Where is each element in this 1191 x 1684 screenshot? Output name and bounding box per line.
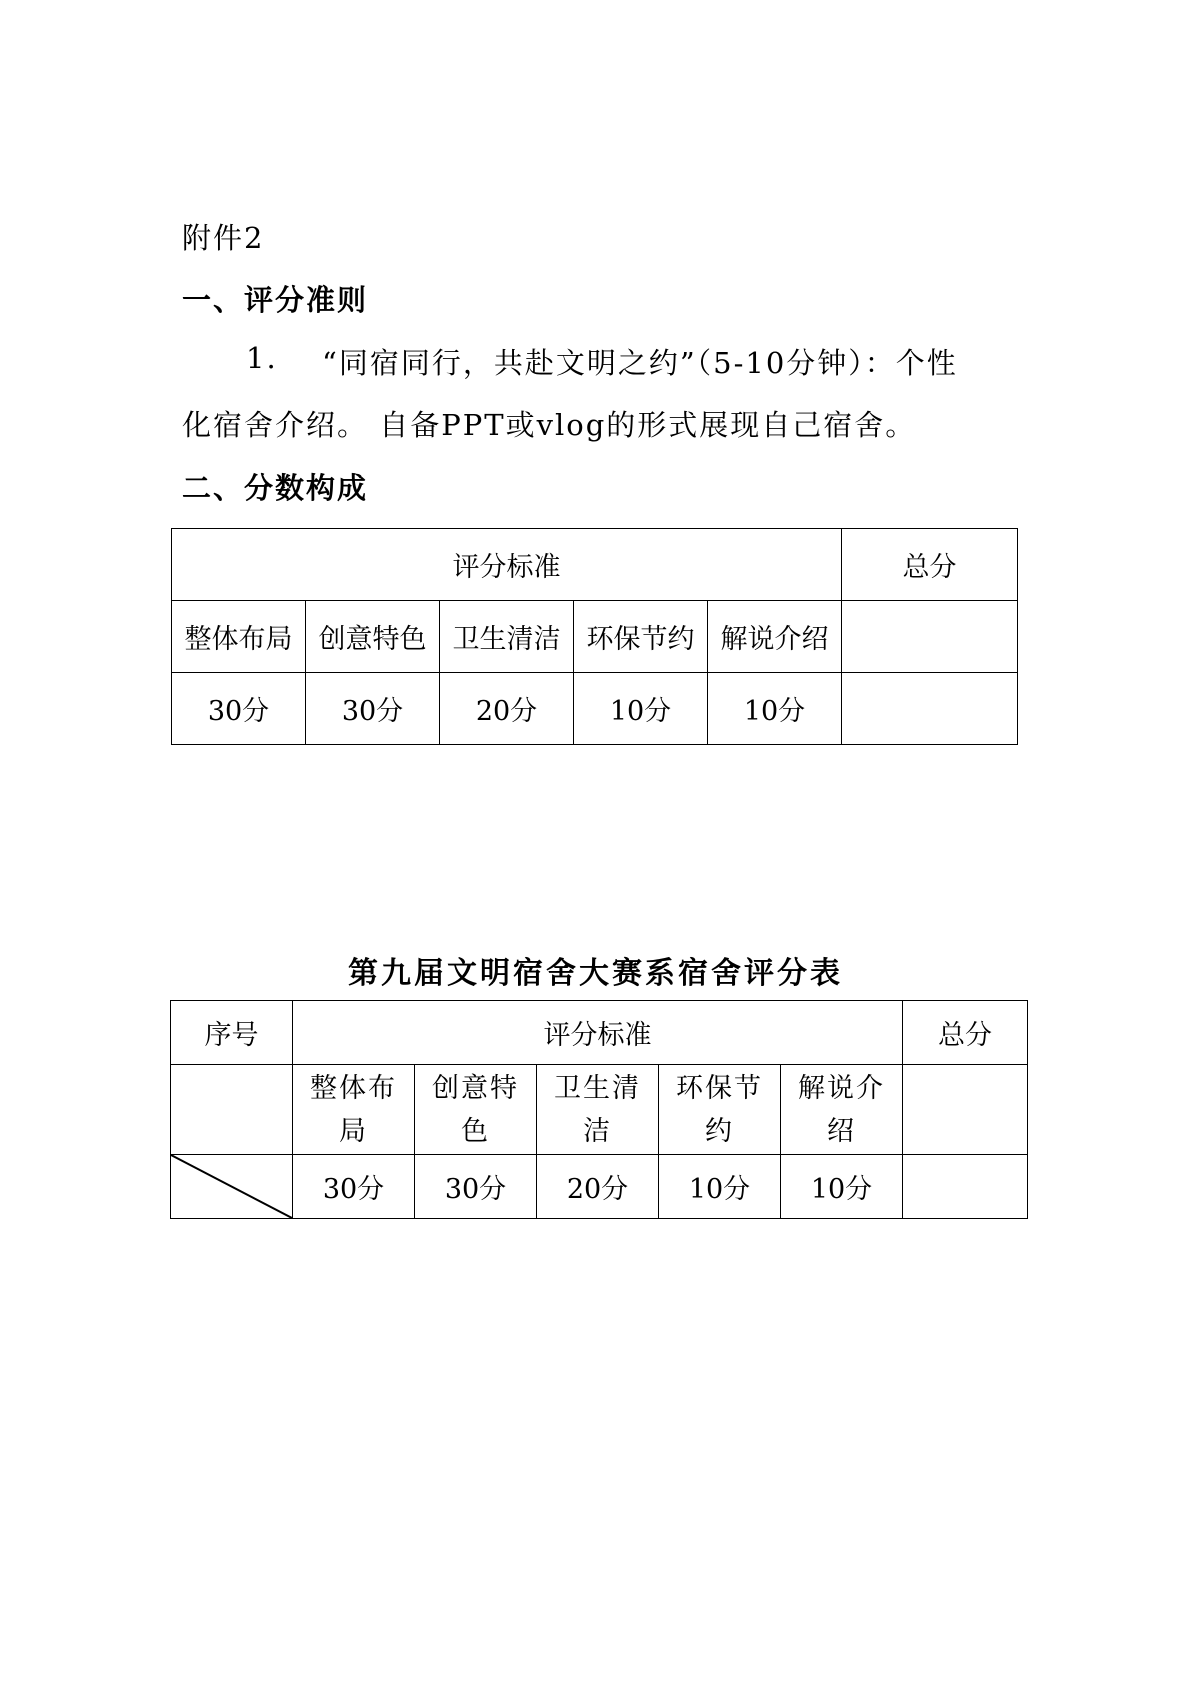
points-cell: 30分: [293, 1155, 415, 1219]
total-cell: [903, 1065, 1028, 1155]
criteria-header: 评分标准: [172, 529, 842, 601]
total-cell: [903, 1155, 1028, 1219]
total-cell: [842, 673, 1018, 745]
index-cell: [171, 1065, 293, 1155]
score-composition-table: [171, 528, 1018, 745]
diagonal-cell: [171, 1155, 293, 1219]
item-text-line1: “同宿同行，共赴文明之约”（5-10分钟）：个性: [322, 346, 958, 380]
points-cell: 30分: [172, 673, 306, 745]
scoring-sheet-title: 第九届文明宿舍大赛系宿舍评分表: [348, 956, 843, 991]
total-cell: [842, 601, 1018, 673]
dorm-scoring-sheet: [170, 1000, 1028, 1219]
points-cell: 30分: [306, 673, 440, 745]
criteria-cell: 创意特色: [306, 601, 440, 673]
item-number: 1.: [246, 341, 278, 375]
table-row: [172, 601, 1018, 673]
table-row: [172, 529, 1018, 601]
points-cell: 10分: [659, 1155, 781, 1219]
total-header: 总分: [903, 1001, 1028, 1065]
criteria-cell: 创意特色: [415, 1065, 537, 1155]
points-cell: 20分: [440, 673, 574, 745]
criteria-cell: 卫生清洁: [440, 601, 574, 673]
item-text-line2: 化宿舍介绍。 自备PPT或vlog的形式展现自己宿舍。: [182, 408, 917, 442]
table-row: [171, 1001, 1028, 1065]
table-row: [171, 1155, 1028, 1219]
points-cell: 30分: [415, 1155, 537, 1219]
criteria-cell: 解说介绍: [708, 601, 842, 673]
criteria-cell: 环保节约: [659, 1065, 781, 1155]
points-cell: 10分: [574, 673, 708, 745]
criteria-cell: 卫生清洁: [537, 1065, 659, 1155]
criteria-header: 评分标准: [293, 1001, 903, 1065]
criteria-cell: 环保节约: [574, 601, 708, 673]
table-row: [171, 1065, 1028, 1155]
total-header: 总分: [842, 529, 1018, 601]
section1-heading: 一、评分准则: [182, 283, 369, 317]
points-cell: 10分: [708, 673, 842, 745]
points-cell: 20分: [537, 1155, 659, 1219]
table-row: [172, 673, 1018, 745]
criteria-cell: 整体布局: [293, 1065, 415, 1155]
diagonal-line: [171, 1155, 292, 1218]
section2-heading: 二、分数构成: [182, 471, 369, 505]
index-header: 序号: [171, 1001, 293, 1065]
attachment-label: 附件2: [182, 221, 265, 255]
criteria-cell: 整体布局: [172, 601, 306, 673]
points-cell: 10分: [781, 1155, 903, 1219]
criteria-cell: 解说介绍: [781, 1065, 903, 1155]
